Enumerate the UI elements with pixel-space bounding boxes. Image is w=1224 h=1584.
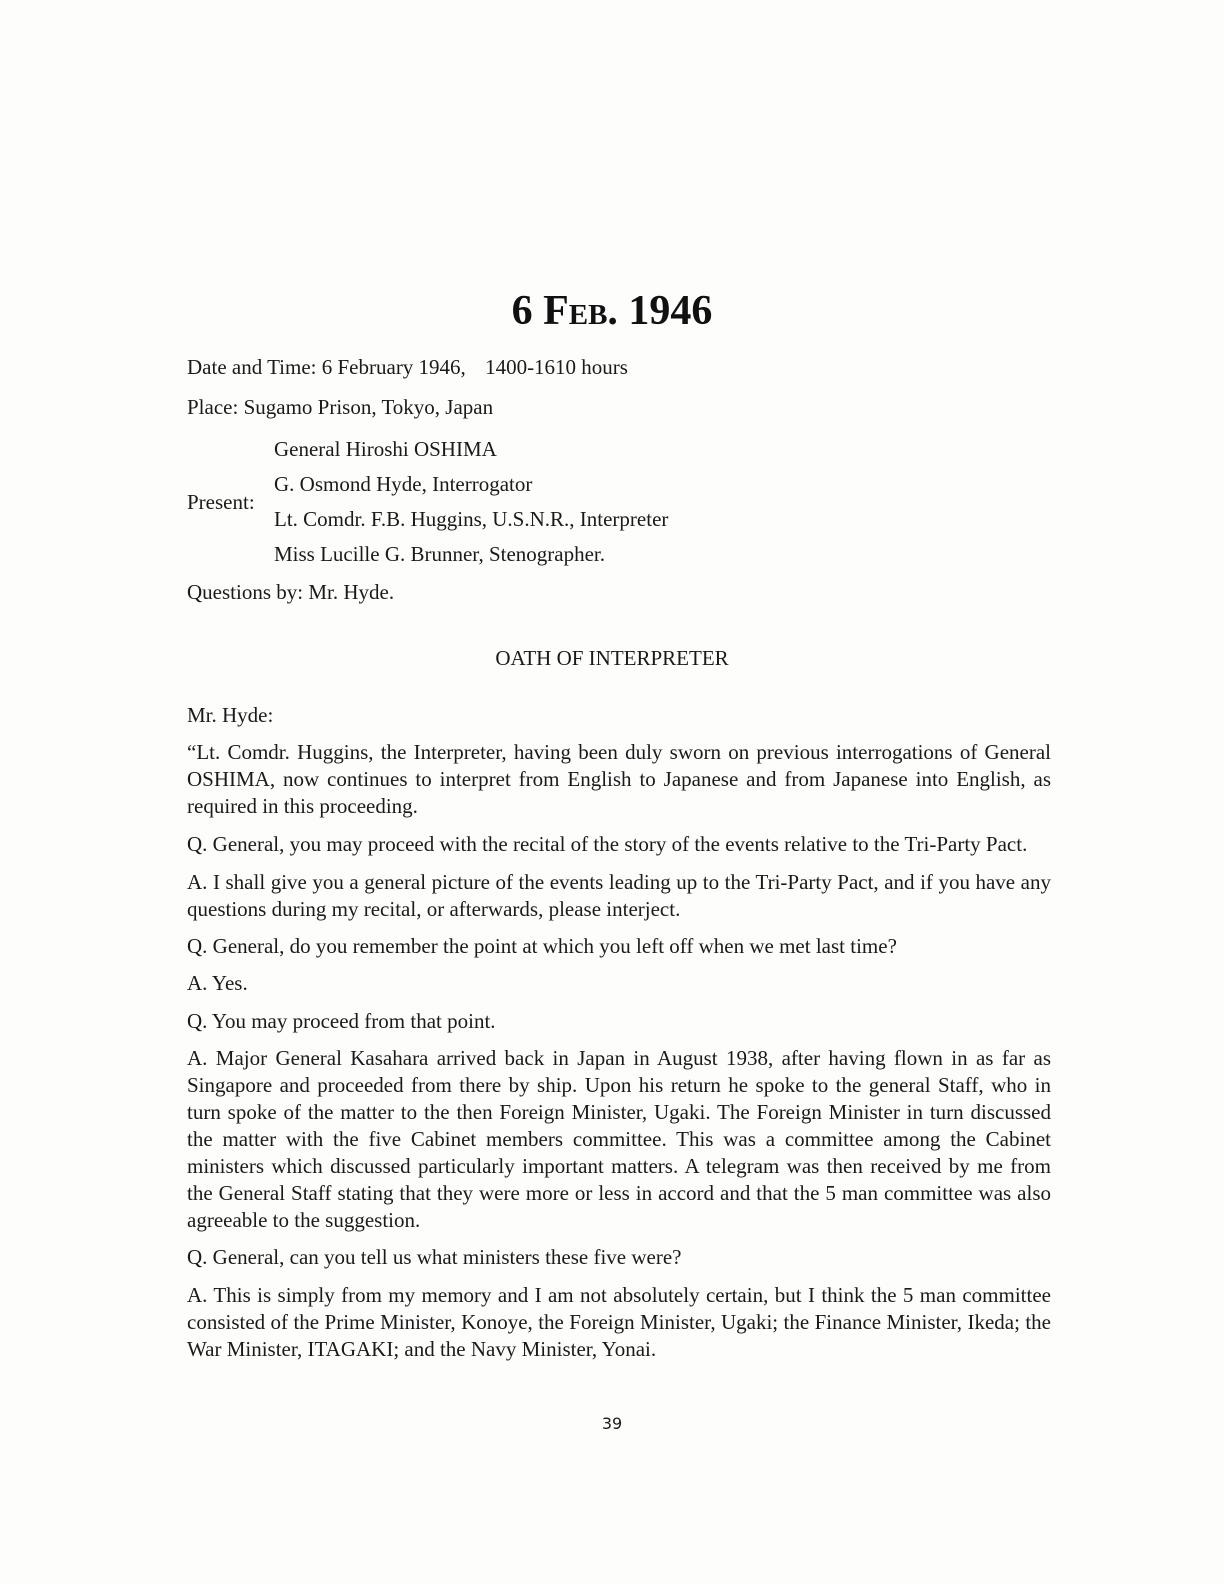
present-label: Present:	[187, 490, 255, 514]
present-item: General Hiroshi OSHIMA	[274, 437, 497, 461]
date-time-label: Date and Time:	[187, 355, 317, 379]
title-year: 1946	[628, 288, 713, 334]
questions-by-line	[187, 579, 394, 605]
section-heading: OATH OF INTERPRETER	[495, 646, 729, 670]
speaker-label: Mr. Hyde:	[187, 703, 274, 727]
date-value: 6 February 1946,	[321, 355, 466, 379]
questions-label: Questions by:	[187, 580, 304, 604]
paragraph: “Lt. Comdr. Huggins, the Interpreter, having been duly sworn on previous interrogations of General OSHIMA, now continues to interpret from English to Japanese and from Japanese into English, as required in this proceeding.	[187, 740, 1051, 818]
present-item: Lt. Comdr. F.B. Huggins, U.S.N.R., Interpreter	[274, 507, 669, 531]
present-item: Miss Lucille G. Brunner, Stenographer.	[274, 542, 606, 566]
time-value: 1400-1610 hours	[485, 355, 628, 379]
page-number: 39	[601, 1414, 623, 1433]
page-title	[0, 286, 1224, 336]
paragraph: Q. You may proceed from that point.	[187, 1009, 496, 1033]
paragraph: A. This is simply from my memory and I am not absolutely certain, but I think the 5 man committee consisted of the Prime Minister, Konoye, the Foreign Minister, Ugaki; the Finance Minister, Ikeda; the War Minister, ITAGAKI; and the Navy Minister, Yonai.	[187, 1283, 1051, 1361]
paragraph: Q. General, can you tell us what ministers these five were?	[187, 1245, 682, 1269]
questions-value: Mr. Hyde.	[308, 580, 395, 604]
paragraph: Q. General, you may proceed with the recital of the story of the events relative to the Tri-Party Pact.	[187, 832, 1028, 856]
place-line	[187, 394, 493, 420]
paragraph: A. Major General Kasahara arrived back in Japan in August 1938, after having flown in as far as Singapore and proceeded from there by ship. Upon his return he spoke to the general Staff, who in turn spoke of the matter to the then Foreign Minister, Ugaki. The Foreign Minister in turn discussed the matter with the five Cabinet members committee. This was a committee among the Cabinet ministers which discussed particularly important matters. A telegram was then received by me from the General Staff stating that they were more or less in accord and that the 5 man committee was also agreeable to the suggestion.	[187, 1046, 1051, 1232]
date-time-line	[187, 354, 628, 380]
title-day: 6	[511, 288, 533, 334]
paragraph: A. I shall give you a general picture of the events leading up to the Tri-Party Pact, and if you have any questions during my recital, or afterwards, please interject.	[187, 870, 1051, 921]
place-label: Place:	[187, 395, 239, 419]
paragraph: Q. General, do you remember the point at which you left off when we met last time?	[187, 934, 897, 958]
title-month: Feb.	[543, 288, 618, 334]
present-item: G. Osmond Hyde, Interrogator	[274, 472, 533, 496]
place-value: Sugamo Prison, Tokyo, Japan	[243, 395, 494, 419]
paragraph: A. Yes.	[187, 971, 248, 995]
